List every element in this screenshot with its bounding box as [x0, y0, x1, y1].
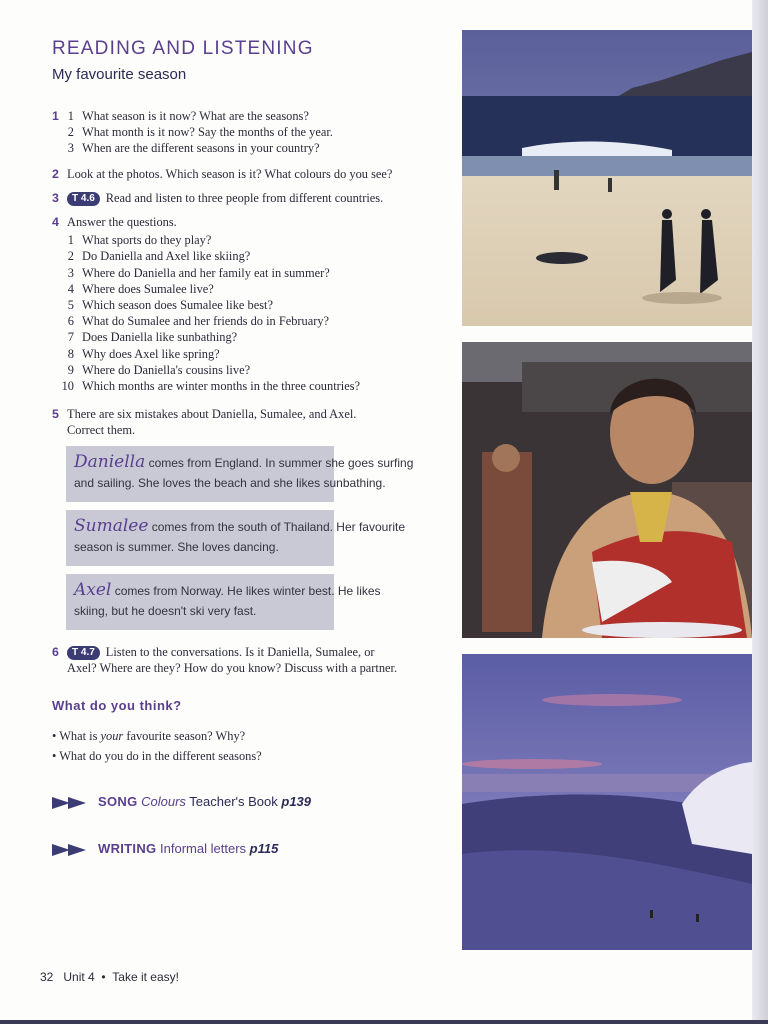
- audio-track-badge[interactable]: T 4.6: [67, 192, 100, 206]
- page-number: 32: [40, 970, 54, 984]
- question-item: 1 What sports do they play?: [67, 233, 212, 248]
- snow-landscape-photo: [462, 654, 752, 950]
- question-item: 10 Which months are winter months in the three countries?: [61, 379, 361, 394]
- question-item: 5 Which season does Sumalee like best?: [67, 298, 273, 313]
- dancer-photo: [462, 342, 752, 638]
- section-heading: READING AND LISTENING: [52, 38, 314, 59]
- question-item: 8 Why does Axel like spring?: [67, 346, 220, 361]
- question-item: 2 Do Daniella and Axel like skiing?: [67, 249, 251, 264]
- discussion-heading: What do you think?: [52, 698, 182, 713]
- question-item: 2 What month is it now? Say the months of the year.: [67, 125, 333, 140]
- double-arrow-icon: [52, 796, 90, 810]
- section-subheading: My favourite season: [52, 66, 187, 83]
- exercise-3: 3 T 4.6 Read and listen to three people from different countries.: [52, 191, 384, 205]
- question-item: 3 Where do Daniella and her family eat in summer?: [67, 265, 330, 280]
- exercise-6: 6 T 4.7 Listen to the conversations. Is it Daniella, Sumalee, or Axel? Where are they? How do you know? Discuss with a partner.: [52, 645, 398, 676]
- signature-sumalee: Sumalee: [74, 516, 149, 536]
- question-item: 4 Where does Sumalee live?: [67, 281, 214, 296]
- page-bottom-edge: [0, 1020, 768, 1024]
- question-item: 9 Where do Daniella's cousins live?: [67, 362, 251, 377]
- text-box-sumalee: Sumalee comes from the south of Thailand. Her favourite season is summer. She loves dancing.: [66, 510, 334, 566]
- discussion-list: [52, 726, 262, 766]
- discussion-item: • What is your favourite season? Why?: [52, 726, 262, 746]
- question-item: 1 What season is it now? What are the seasons?: [67, 109, 309, 123]
- writing-reference[interactable]: WRITING Informal letters p115: [52, 841, 278, 857]
- audio-track-badge[interactable]: T 4.7: [67, 646, 100, 660]
- exercise-2: 2 Look at the photos. Which season is it? What colours do you see?: [52, 167, 393, 181]
- question-item: 6 What do Sumalee and her friends do in February?: [67, 314, 330, 329]
- song-reference[interactable]: SONG Colours Teacher's Book p139: [52, 794, 311, 810]
- double-arrow-icon: [52, 843, 90, 857]
- page-footer: 32 Unit 4 • Take it easy!: [40, 970, 179, 984]
- question-item: 7 Does Daniella like sunbathing?: [67, 330, 238, 345]
- exercise-number: 1: [52, 109, 59, 123]
- text-box-axel: Axel comes from Norway. He likes winter best. He likes skiing, but he doesn't ski very fast.: [66, 574, 334, 630]
- page-edge: [752, 0, 768, 1024]
- signature-axel: Axel: [74, 580, 112, 600]
- text-box-daniella: Daniella comes from England. In summer she goes surfing and sailing. She loves the beach and she likes sunbathing.: [66, 446, 334, 502]
- discussion-item: • What do you do in the different seasons?: [52, 746, 262, 766]
- signature-daniella: Daniella: [74, 452, 146, 472]
- exercise-1: [52, 108, 452, 157]
- exercise-4: 4 Answer the questions. 1 What sports do they play? 2 Do Daniella and Axel like skiing? 3 Where do Daniella and her family eat in summer? 4 Where does Sumalee live? 5 Which season does Sumalee like best? 6 What do Sumalee and her friends do in February? 7 Does Daniella like sunbathing? 8 Why does Axel like spring? 9 Where do Daniella's cousins live? 10 Which months are winter months in the three countries?: [52, 214, 452, 394]
- question-item: 3 When are the different seasons in your country?: [67, 141, 320, 156]
- beach-photo: [462, 30, 752, 326]
- exercise-5: 5 There are six mistakes about Daniella, Sumalee, and Axel. Correct them.: [52, 407, 357, 438]
